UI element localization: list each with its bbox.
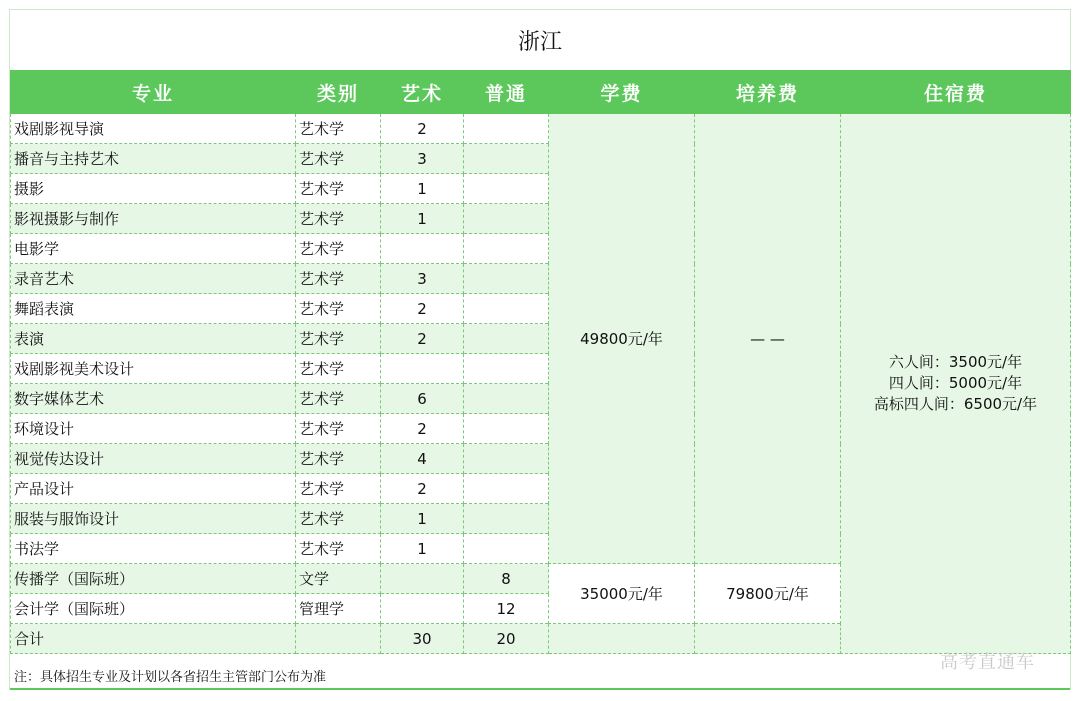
category-cell: 艺术学	[296, 414, 381, 444]
training-intl-cell: 79800元/年	[695, 564, 841, 624]
art-count-cell: 6	[381, 384, 464, 414]
general-count-cell	[464, 384, 549, 414]
header-row	[11, 71, 1071, 114]
category-cell: 艺术学	[296, 294, 381, 324]
art-count-cell: 3	[381, 144, 464, 174]
art-count-cell: 1	[381, 504, 464, 534]
category-cell: 艺术学	[296, 444, 381, 474]
major-cell: 传播学（国际班）	[11, 564, 296, 594]
dorm-line: 高标四人间：6500元/年	[873, 395, 1038, 413]
category-cell: 艺术学	[296, 324, 381, 354]
category-cell: 艺术学	[296, 174, 381, 204]
total-general: 20	[464, 624, 549, 654]
total-category-empty	[296, 624, 381, 654]
header-tuition: 学费	[549, 71, 695, 114]
category-cell: 艺术学	[296, 474, 381, 504]
header-art: 艺术	[381, 71, 464, 114]
category-cell: 艺术学	[296, 264, 381, 294]
footnote: 注：具体招生专业及计划以各省招生主管部门公布为准	[10, 662, 1070, 690]
page-title: 浙江	[517, 29, 562, 55]
major-cell: 电影学	[11, 234, 296, 264]
total-art: 30	[381, 624, 464, 654]
general-count-cell: 12	[464, 594, 549, 624]
art-count-cell: 2	[381, 324, 464, 354]
admission-table	[10, 70, 1071, 654]
category-cell: 艺术学	[296, 234, 381, 264]
major-cell: 戏剧影视美术设计	[11, 354, 296, 384]
major-cell: 播音与主持艺术	[11, 144, 296, 174]
art-count-cell: 4	[381, 444, 464, 474]
major-cell: 视觉传达设计	[11, 444, 296, 474]
major-cell: 舞蹈表演	[11, 294, 296, 324]
major-cell: 影视摄影与制作	[11, 204, 296, 234]
major-cell: 环境设计	[11, 414, 296, 444]
general-count-cell	[464, 474, 549, 504]
watermark: 高考直通车	[940, 652, 1035, 673]
art-count-cell: 2	[381, 294, 464, 324]
art-count-cell	[381, 594, 464, 624]
general-count-cell	[464, 324, 549, 354]
category-cell: 艺术学	[296, 204, 381, 234]
category-cell: 文学	[296, 564, 381, 594]
training-art-cell: — —	[695, 114, 841, 564]
art-count-cell	[381, 564, 464, 594]
dorm-line: 六人间：3500元/年	[888, 353, 1023, 371]
category-cell: 管理学	[296, 594, 381, 624]
general-count-cell	[464, 414, 549, 444]
header-dorm-fee: 住宿费	[841, 71, 1071, 114]
major-cell: 服装与服饰设计	[11, 504, 296, 534]
total-label: 合计	[11, 624, 296, 654]
art-count-cell: 2	[381, 474, 464, 504]
art-count-cell	[381, 234, 464, 264]
major-cell: 产品设计	[11, 474, 296, 504]
general-count-cell	[464, 114, 549, 144]
category-cell: 艺术学	[296, 534, 381, 564]
category-cell: 艺术学	[296, 144, 381, 174]
total-training-empty	[695, 624, 841, 654]
art-count-cell: 1	[381, 174, 464, 204]
general-count-cell	[464, 504, 549, 534]
art-count-cell: 3	[381, 264, 464, 294]
general-count-cell	[464, 444, 549, 474]
header-general: 普通	[464, 71, 549, 114]
major-cell: 戏剧影视导演	[11, 114, 296, 144]
general-count-cell	[464, 294, 549, 324]
category-cell: 艺术学	[296, 504, 381, 534]
dorm-line: 四人间：5000元/年	[888, 374, 1023, 392]
major-cell: 书法学	[11, 534, 296, 564]
tuition-art-cell: 49800元/年	[549, 114, 695, 564]
header-training-fee: 培养费	[695, 71, 841, 114]
major-cell: 摄影	[11, 174, 296, 204]
art-count-cell: 2	[381, 114, 464, 144]
general-count-cell	[464, 204, 549, 234]
major-cell: 录音艺术	[11, 264, 296, 294]
general-count-cell	[464, 264, 549, 294]
major-cell: 数字媒体艺术	[11, 384, 296, 414]
category-cell: 艺术学	[296, 354, 381, 384]
art-count-cell: 1	[381, 204, 464, 234]
general-count-cell	[464, 534, 549, 564]
art-count-cell: 1	[381, 534, 464, 564]
header-major: 专业	[11, 71, 296, 114]
total-tuition-empty	[549, 624, 695, 654]
general-count-cell	[464, 354, 549, 384]
tuition-intl-cell: 35000元/年	[549, 564, 695, 624]
header-category: 类别	[296, 71, 381, 114]
category-cell: 艺术学	[296, 384, 381, 414]
major-cell: 会计学（国际班）	[11, 594, 296, 624]
general-count-cell: 8	[464, 564, 549, 594]
major-cell: 表演	[11, 324, 296, 354]
general-count-cell	[464, 174, 549, 204]
art-count-cell: 2	[381, 414, 464, 444]
art-count-cell	[381, 354, 464, 384]
dorm-fee-cell	[841, 114, 1071, 654]
general-count-cell	[464, 234, 549, 264]
general-count-cell	[464, 144, 549, 174]
table-row	[11, 114, 1071, 144]
category-cell: 艺术学	[296, 114, 381, 144]
